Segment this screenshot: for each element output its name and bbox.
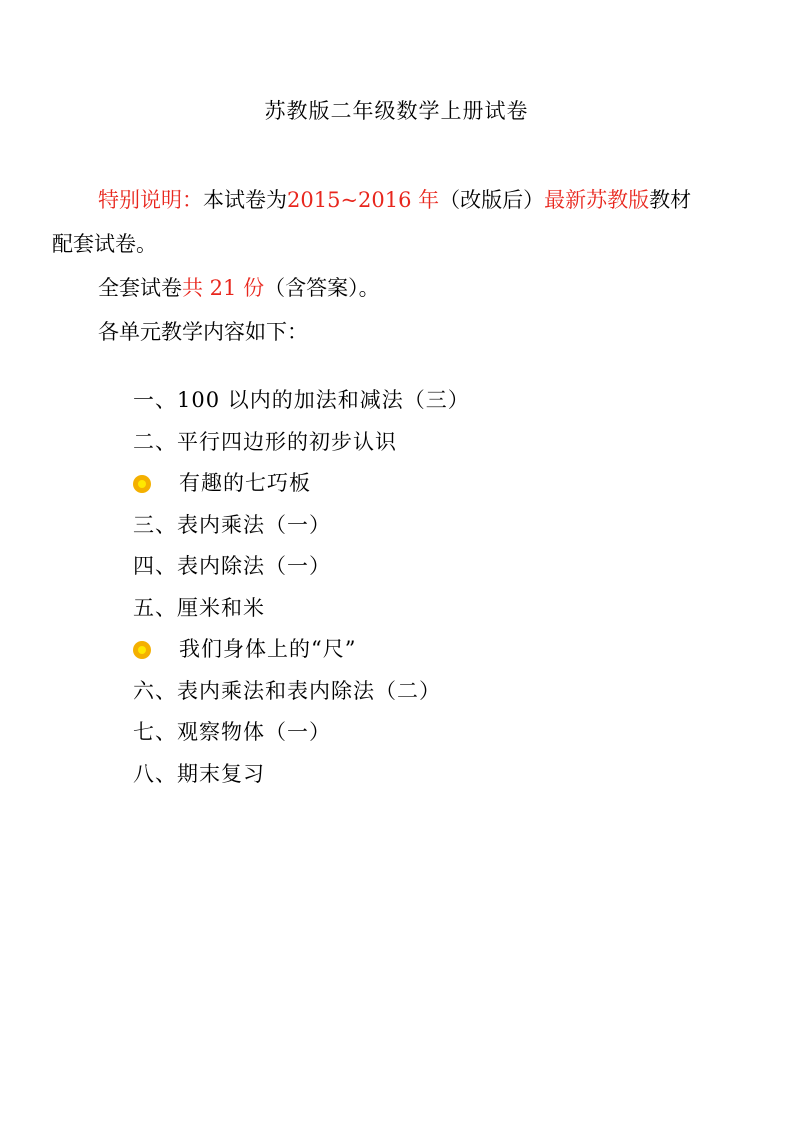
special-note-continuation: 配套试卷。 <box>52 232 157 256</box>
set-count-value: 共 21 份 <box>182 276 265 300</box>
unit-text: 八、期末复习 <box>133 761 265 786</box>
unit-text: 四、表内除法（一） <box>133 554 331 578</box>
special-note-label: 特别说明： <box>98 188 203 212</box>
list-item <box>133 754 733 796</box>
unit-text: 六、表内乘法和表内除法（二） <box>133 678 441 703</box>
list-item <box>133 671 733 713</box>
special-note-line <box>52 178 752 222</box>
unit-text: 二、平行四边形的初步认识 <box>133 429 397 454</box>
list-item <box>133 463 733 505</box>
unit-text: 一、100 以内的加法和减法（三） <box>133 388 470 412</box>
list-item <box>133 380 733 422</box>
unit-text: 七、观察物体（一） <box>133 720 331 744</box>
page-title: 苏教版二年级数学上册试卷 <box>264 99 529 123</box>
special-note-text-b: （改版后） <box>439 188 545 212</box>
special-note-years: 2015~2016 年 <box>287 188 440 212</box>
unit-list <box>133 380 733 795</box>
list-item <box>133 629 733 671</box>
units-intro-line: 各单元教学内容如下： <box>98 320 308 344</box>
unit-text: 三、表内乘法（一） <box>133 512 331 537</box>
list-item <box>133 712 733 754</box>
unit-text: 五、厘米和米 <box>133 595 265 620</box>
list-item <box>133 546 733 588</box>
unit-text: 有趣的七巧板 <box>179 471 311 495</box>
set-count-text-b: （含答案）。 <box>264 276 380 300</box>
list-item <box>133 588 733 630</box>
intro-section <box>52 178 752 354</box>
set-count-text-a: 全套试卷 <box>98 276 182 300</box>
special-note-text-c: 教材 <box>649 188 692 212</box>
set-count-line <box>52 266 752 310</box>
list-item <box>133 422 733 464</box>
special-note-text-a: 本试卷为 <box>203 188 287 212</box>
special-note-edition: 最新苏教版 <box>544 188 650 212</box>
yellow-circle-bullet-icon <box>133 641 151 659</box>
yellow-circle-bullet-icon <box>133 475 151 493</box>
unit-text: 我们身体上的“尺” <box>179 637 357 661</box>
list-item <box>133 505 733 547</box>
